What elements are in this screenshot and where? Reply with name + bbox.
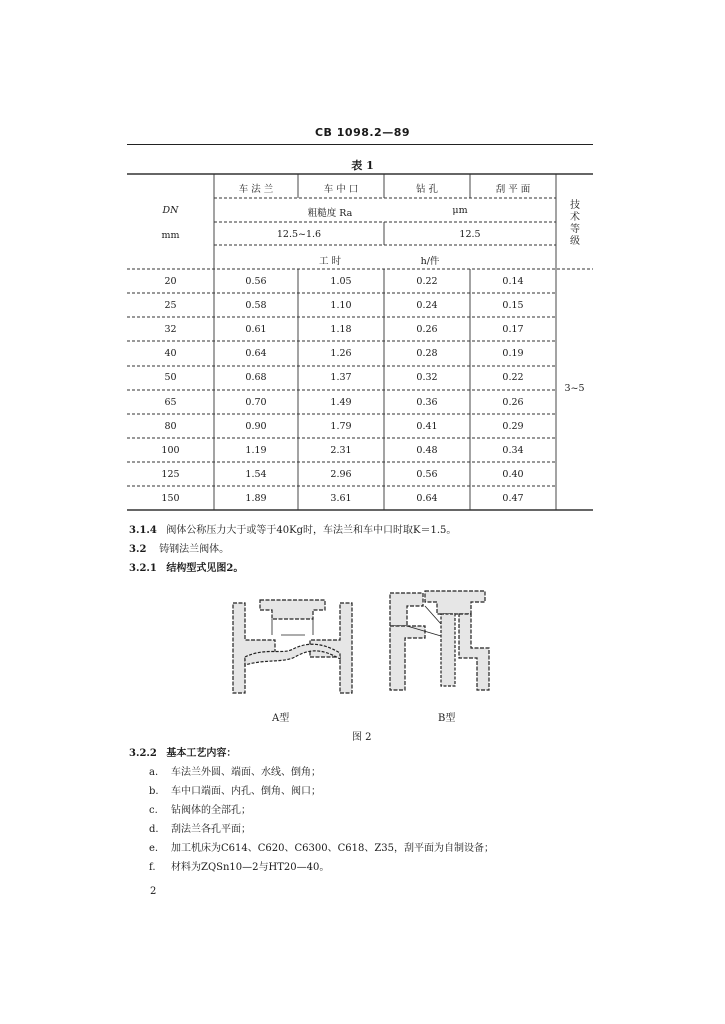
list-item-text: 刮法兰各孔平面； (171, 824, 251, 835)
para-3-1-4-number: 3.1.4 (129, 525, 157, 536)
roughness-unit: μm (452, 205, 468, 216)
col-header-center: 车 中 口 (323, 184, 359, 195)
table-cell-value: 1.49 (330, 396, 352, 408)
table-cell-value: 1.19 (245, 444, 267, 456)
list-item-text: 钻阀体的全部孔； (171, 805, 251, 816)
table-cell-value: 1.37 (330, 372, 352, 384)
para-3-2-text: 铸钢法兰阀体。 (159, 544, 230, 555)
table-cell-value: 0.17 (502, 324, 524, 336)
roughness-value-2: 12.5 (459, 229, 481, 240)
list-item-text: 车法兰外圆、端面、水线、倒角； (171, 767, 321, 778)
table-cell-value: 0.61 (245, 324, 267, 336)
valve-drawing-type-b (385, 588, 495, 698)
table-cell-value: 1.05 (330, 276, 352, 287)
para-3-2 (129, 540, 229, 555)
tech-grade-label: 技 术 等 级 (570, 200, 580, 247)
para-3-2-1 (129, 559, 243, 574)
table-cell-dn: 32 (164, 324, 177, 336)
list-item-mark: c. (149, 805, 158, 816)
list-item-mark: f. (149, 862, 156, 873)
table-cell-dn: 125 (161, 468, 180, 480)
table-cell-value: 0.36 (416, 396, 438, 408)
table-cell-value: 3.61 (330, 492, 352, 504)
table-cell-value: 0.22 (502, 372, 524, 384)
roughness-label: 粗糙度 Ra (307, 208, 353, 219)
col-header-face: 刮 平 面 (495, 184, 531, 195)
para-3-1-4-text: 阀体公称压力大于或等于40Kg时，车法兰和车中口时取K＝1.5。 (166, 525, 457, 536)
list-item-mark: b. (149, 786, 159, 797)
table-cell-value: 0.40 (502, 468, 524, 480)
col-header-drill: 钻 孔 (415, 184, 439, 195)
table-cell-dn: 65 (164, 396, 177, 408)
table-cell-value: 1.89 (245, 492, 267, 504)
table-cell-dn: 50 (164, 372, 177, 384)
figure-caption: 图 2 (352, 732, 372, 743)
document-code: CB 1098.2—89 (314, 126, 411, 139)
list-item-text: 加工机床为C614、C620、C6300、C618、Z35，刮平面为自制设备； (171, 843, 494, 854)
table-cell-value: 0.56 (416, 468, 438, 480)
table-cell-value: 0.32 (416, 372, 438, 384)
table-cell-value: 0.56 (245, 276, 267, 287)
para-3-2-2 (129, 744, 236, 759)
para-3-2-1-text: 结构型式见图2。 (166, 563, 244, 574)
work-hour-unit: h/件 (420, 256, 440, 267)
para-3-2-2-text: 基本工艺内容： (166, 748, 237, 759)
valve-drawing-type-a (225, 595, 360, 705)
table-cell-value: 0.26 (502, 396, 524, 408)
table-cell-value: 1.18 (330, 324, 352, 336)
list-item-mark: d. (149, 824, 159, 835)
table-cell-value: 0.19 (502, 348, 524, 360)
para-3-2-1-number: 3.2.1 (129, 563, 157, 574)
table-cell-value: 0.58 (245, 300, 267, 312)
list-item (149, 763, 321, 778)
tech-grade-value: 3~5 (564, 383, 585, 394)
list-item (149, 801, 251, 816)
page-number: 2 (150, 886, 157, 897)
list-item-text: 材料为ZQSn10—2与HT20—40。 (171, 862, 330, 873)
table-cell-value: 1.10 (330, 300, 352, 312)
table-cell-value: 1.79 (330, 420, 352, 432)
table-cell-dn: 40 (164, 348, 177, 360)
table-cell-dn: 20 (164, 276, 177, 287)
table-cell-value: 1.54 (245, 468, 267, 480)
list-item (149, 782, 321, 797)
table-cell-value: 0.64 (245, 348, 267, 360)
table-cell-value: 0.47 (502, 492, 524, 504)
para-3-2-number: 3.2 (129, 544, 147, 555)
table-cell-value: 0.90 (245, 420, 267, 432)
table-cell-dn: 80 (164, 420, 177, 432)
table-cell-value: 0.24 (416, 300, 438, 312)
list-item-mark: e. (149, 843, 159, 854)
table-cell-value: 0.28 (416, 348, 438, 360)
list-item-mark: a. (149, 767, 159, 778)
table-cell-value: 0.68 (245, 372, 267, 384)
table-cell-dn: 100 (161, 444, 180, 456)
figure-b-label: B型 (438, 713, 456, 724)
table-cell-value: 0.48 (416, 444, 438, 456)
table-cell-value: 0.70 (245, 396, 267, 408)
table-cell-value: 0.29 (502, 420, 524, 432)
table-caption: 表 1 (351, 159, 374, 172)
list-item (149, 820, 251, 835)
table-cell-value: 0.26 (416, 324, 438, 336)
para-3-2-2-number: 3.2.2 (129, 748, 157, 759)
table-cell-value: 0.41 (416, 420, 438, 432)
roughness-value-1: 12.5~1.6 (276, 229, 322, 240)
table-cell-value: 0.34 (502, 444, 524, 456)
list-item-text: 车中口端面、内孔、倒角、阀口； (171, 786, 321, 797)
table-cell-value: 0.14 (502, 276, 524, 287)
col-header-flange: 车 法 兰 (238, 184, 274, 195)
table-cell-value: 0.22 (416, 276, 438, 287)
table-cell-value: 1.26 (330, 348, 352, 360)
table-cell-value: 2.96 (330, 468, 352, 480)
list-item (149, 839, 494, 854)
figure-a-label: A型 (272, 713, 290, 724)
para-3-1-4 (129, 521, 456, 536)
list-item (149, 858, 329, 873)
table-cell-dn: 25 (164, 300, 177, 312)
table-cell-value: 0.64 (416, 492, 438, 504)
mm-label: mm (161, 230, 180, 241)
work-hour-label: 工 时 (318, 256, 342, 267)
dn-label: DN (162, 205, 179, 216)
table-cell-value: 0.15 (502, 300, 524, 312)
table-cell-value: 2.31 (330, 444, 352, 456)
table-cell-dn: 150 (161, 492, 180, 504)
